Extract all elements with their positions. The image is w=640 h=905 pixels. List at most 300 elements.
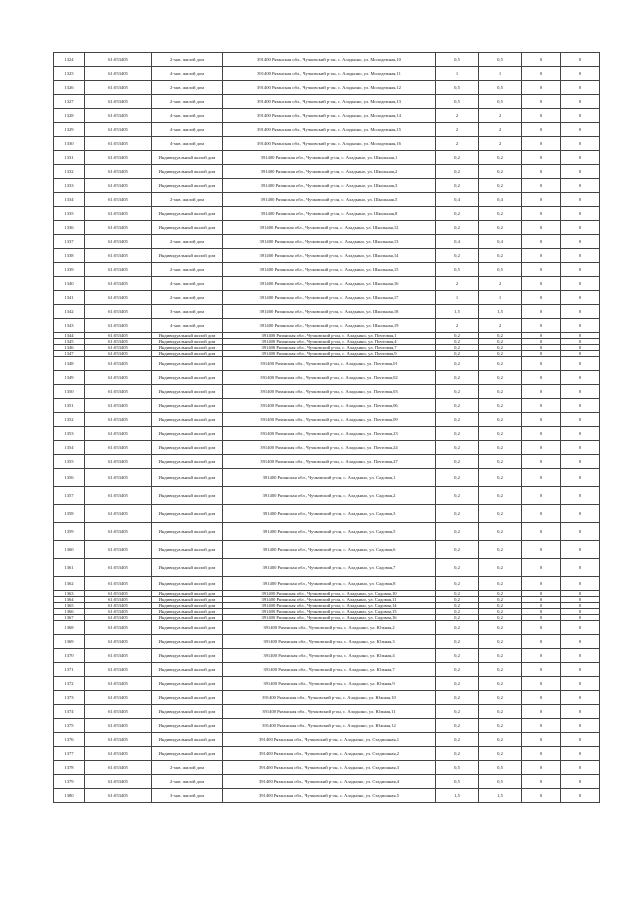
building-type-cell: Индивидуальный жилой дом: [152, 151, 223, 165]
building-type-cell: Индивидуальный жилой дом: [152, 505, 223, 523]
value-c-cell: 0: [522, 123, 561, 137]
address-cell: 391400 Рязанская обл., Чучковский р-он, с. Аладьино, ул. Молодежная,10: [223, 53, 436, 67]
cadastral-code-cell: 61:053405: [85, 249, 152, 263]
address-cell: 391400 Рязанская обл., Чучковский р-он, с. Аладьино, ул. Садовая,14: [223, 603, 436, 609]
value-a-cell: 0,2: [436, 427, 479, 441]
building-type-cell: 2-хкв. жилой дом: [152, 81, 223, 95]
address-cell: 391400 Рязанская обл., Чучковский р-он, с. Аладьино, ул. Почтовая,23: [223, 427, 436, 441]
value-d-cell: 0: [561, 263, 600, 277]
value-c-cell: 0: [522, 67, 561, 81]
cadastral-code-cell: 61:053405: [85, 179, 152, 193]
address-cell: 391400 Рязанская обл., Чучковский р-он, с. Аладьино, ул. Школьная,18: [223, 305, 436, 319]
cadastral-code-cell: 61:053405: [85, 597, 152, 603]
value-d-cell: 0: [561, 333, 600, 339]
registry-table: [53, 52, 600, 803]
row-number-cell: 1337: [54, 235, 85, 249]
address-cell: 391400 Рязанская обл., Чучковский р-он, с. Аладьино, ул. Южная,7: [223, 663, 436, 677]
value-a-cell: 0,2: [436, 221, 479, 235]
table-row: [54, 123, 600, 137]
row-number-cell: 1329: [54, 123, 85, 137]
value-c-cell: 0: [522, 249, 561, 263]
row-number-cell: 1331: [54, 151, 85, 165]
value-b-cell: 0,5: [479, 761, 522, 775]
table-row: [54, 621, 600, 635]
building-type-cell: Индивидуальный жилой дом: [152, 179, 223, 193]
table-row: [54, 677, 600, 691]
table-row: [54, 469, 600, 487]
value-d-cell: 0: [561, 427, 600, 441]
value-a-cell: 0,4: [436, 235, 479, 249]
building-type-cell: 4-хкв. жилой дом: [152, 123, 223, 137]
value-d-cell: 0: [561, 615, 600, 621]
value-c-cell: 0: [522, 179, 561, 193]
value-b-cell: 0,2: [479, 677, 522, 691]
value-a-cell: 0,2: [436, 333, 479, 339]
value-a-cell: 2: [436, 109, 479, 123]
building-type-cell: Индивидуальный жилой дом: [152, 469, 223, 487]
value-b-cell: 0,2: [479, 597, 522, 603]
value-a-cell: 1,5: [436, 789, 479, 803]
row-number-cell: 1361: [54, 559, 85, 577]
value-b-cell: 2: [479, 319, 522, 333]
value-d-cell: 0: [561, 351, 600, 357]
value-c-cell: 0: [522, 165, 561, 179]
address-cell: 391400 Рязанская обл., Чучковский р-он, с. Аладьино, ул. Школьная,17: [223, 291, 436, 305]
address-cell: 391400 Рязанская обл., Чучковский р-он, с. Аладьино, ул. Стадионная,1: [223, 733, 436, 747]
building-type-cell: Индивидуальный жилой дом: [152, 427, 223, 441]
value-d-cell: 0: [561, 677, 600, 691]
value-d-cell: 0: [561, 123, 600, 137]
row-number-cell: 1358: [54, 505, 85, 523]
address-cell: 391400 Рязанская обл., Чучковский р-он, с. Аладьино, ул. Почтовая,24: [223, 441, 436, 455]
table-row: [54, 385, 600, 399]
address-cell: 391400 Рязанская обл., Чучковский р-он, с. Аладьино, ул. Южная,12: [223, 719, 436, 733]
address-cell: 391400 Рязанская обл., Чучковский р-он, с. Аладьино, ул. Почтовая,1: [223, 333, 436, 339]
table-row: [54, 235, 600, 249]
value-c-cell: 0: [522, 559, 561, 577]
table-row: [54, 705, 600, 719]
cadastral-code-cell: 61:053405: [85, 291, 152, 305]
value-b-cell: 0,2: [479, 469, 522, 487]
value-d-cell: 0: [561, 747, 600, 761]
value-d-cell: 0: [561, 621, 600, 635]
value-c-cell: 0: [522, 591, 561, 597]
row-number-cell: 1326: [54, 81, 85, 95]
value-c-cell: 0: [522, 291, 561, 305]
value-a-cell: 0,2: [436, 371, 479, 385]
value-c-cell: 0: [522, 207, 561, 221]
building-type-cell: Индивидуальный жилой дом: [152, 635, 223, 649]
value-b-cell: 0,2: [479, 357, 522, 371]
building-type-cell: Индивидуальный жилой дом: [152, 603, 223, 609]
row-number-cell: 1351: [54, 399, 85, 413]
value-b-cell: 0,4: [479, 235, 522, 249]
building-type-cell: Индивидуальный жилой дом: [152, 385, 223, 399]
table-row: [54, 371, 600, 385]
address-cell: 391400 Рязанская обл., Чучковский р-он, с. Аладьино, ул. Школьная,12: [223, 221, 436, 235]
value-c-cell: 0: [522, 151, 561, 165]
row-number-cell: 1377: [54, 747, 85, 761]
value-b-cell: 0,2: [479, 577, 522, 591]
building-type-cell: Индивидуальный жилой дом: [152, 523, 223, 541]
value-b-cell: 0,2: [479, 345, 522, 351]
cadastral-code-cell: 61:053405: [85, 109, 152, 123]
value-b-cell: 2: [479, 109, 522, 123]
cadastral-code-cell: 61:053405: [85, 413, 152, 427]
table-row: [54, 109, 600, 123]
building-type-cell: Индивидуальный жилой дом: [152, 371, 223, 385]
table-row: [54, 277, 600, 291]
row-number-cell: 1347: [54, 351, 85, 357]
row-number-cell: 1324: [54, 53, 85, 67]
row-number-cell: 1355: [54, 455, 85, 469]
building-type-cell: 4-хкв. жилой дом: [152, 137, 223, 151]
address-cell: 391400 Рязанская обл., Чучковский р-он, с. Аладьино, ул. Почтовая,4: [223, 339, 436, 345]
value-c-cell: 0: [522, 663, 561, 677]
table-row: [54, 399, 600, 413]
row-number-cell: 1341: [54, 291, 85, 305]
value-d-cell: 0: [561, 385, 600, 399]
value-c-cell: 0: [522, 609, 561, 615]
row-number-cell: 1343: [54, 319, 85, 333]
value-b-cell: 0,2: [479, 249, 522, 263]
cadastral-code-cell: 61:053405: [85, 165, 152, 179]
table-row: [54, 207, 600, 221]
value-d-cell: 0: [561, 523, 600, 541]
value-b-cell: 1: [479, 67, 522, 81]
cadastral-code-cell: 61:053405: [85, 345, 152, 351]
table-row: [54, 263, 600, 277]
address-cell: 391400 Рязанская обл., Чучковский р-он, с. Аладьино, ул. Южная,10: [223, 691, 436, 705]
value-c-cell: 0: [522, 441, 561, 455]
value-c-cell: 0: [522, 413, 561, 427]
address-cell: 391400 Рязанская обл., Чучковский р-он, с. Аладьино, ул. Школьная,19: [223, 319, 436, 333]
value-c-cell: 0: [522, 357, 561, 371]
value-b-cell: 0,2: [479, 385, 522, 399]
value-b-cell: 0,2: [479, 609, 522, 615]
row-number-cell: 1327: [54, 95, 85, 109]
value-c-cell: 0: [522, 705, 561, 719]
value-a-cell: 0,2: [436, 505, 479, 523]
value-a-cell: 2: [436, 123, 479, 137]
value-d-cell: 0: [561, 789, 600, 803]
value-b-cell: 0,2: [479, 371, 522, 385]
row-number-cell: 1339: [54, 263, 85, 277]
value-d-cell: 0: [561, 505, 600, 523]
cadastral-code-cell: 61:053405: [85, 609, 152, 615]
table-row: [54, 789, 600, 803]
building-type-cell: Индивидуальный жилой дом: [152, 339, 223, 345]
cadastral-code-cell: 61:053405: [85, 635, 152, 649]
value-a-cell: 0,2: [436, 385, 479, 399]
value-a-cell: 0,2: [436, 249, 479, 263]
value-d-cell: 0: [561, 691, 600, 705]
row-number-cell: 1375: [54, 719, 85, 733]
value-a-cell: 0,2: [436, 719, 479, 733]
value-a-cell: 0,2: [436, 357, 479, 371]
value-c-cell: 0: [522, 345, 561, 351]
table-row: [54, 541, 600, 559]
building-type-cell: Индивидуальный жилой дом: [152, 577, 223, 591]
value-c-cell: 0: [522, 319, 561, 333]
value-d-cell: 0: [561, 109, 600, 123]
table-row: [54, 357, 600, 371]
value-b-cell: 0,2: [479, 165, 522, 179]
table-row: [54, 413, 600, 427]
cadastral-code-cell: 61:053405: [85, 319, 152, 333]
document-table-container: [53, 52, 585, 803]
cadastral-code-cell: 61:053405: [85, 541, 152, 559]
row-number-cell: 1373: [54, 691, 85, 705]
value-d-cell: 0: [561, 609, 600, 615]
address-cell: 391400 Рязанская обл., Чучковский р-он, с. Аладьино, ул. Школьная,14: [223, 249, 436, 263]
cadastral-code-cell: 61:053405: [85, 761, 152, 775]
value-a-cell: 0,2: [436, 179, 479, 193]
value-c-cell: 0: [522, 455, 561, 469]
cadastral-code-cell: 61:053405: [85, 427, 152, 441]
value-b-cell: 1,5: [479, 789, 522, 803]
row-number-cell: 1379: [54, 775, 85, 789]
value-a-cell: 0,2: [436, 523, 479, 541]
value-a-cell: 0,2: [436, 609, 479, 615]
table-row: [54, 319, 600, 333]
row-number-cell: 1371: [54, 663, 85, 677]
value-a-cell: 0,2: [436, 603, 479, 609]
row-number-cell: 1328: [54, 109, 85, 123]
value-b-cell: 0,2: [479, 649, 522, 663]
value-a-cell: 0,2: [436, 621, 479, 635]
row-number-cell: 1363: [54, 591, 85, 597]
value-c-cell: 0: [522, 193, 561, 207]
row-number-cell: 1365: [54, 603, 85, 609]
value-b-cell: 0,2: [479, 719, 522, 733]
building-type-cell: Индивидуальный жилой дом: [152, 413, 223, 427]
address-cell: 391400 Рязанская обл., Чучковский р-он, с. Аладьино, ул. Почтовая,03: [223, 385, 436, 399]
building-type-cell: 2-хкв. жилой дом: [152, 193, 223, 207]
building-type-cell: Индивидуальный жилой дом: [152, 705, 223, 719]
value-b-cell: 0,5: [479, 263, 522, 277]
address-cell: 391400 Рязанская обл., Чучковский р-он, с. Аладьино, ул. Садовая,5: [223, 523, 436, 541]
table-row: [54, 151, 600, 165]
value-c-cell: 0: [522, 109, 561, 123]
value-b-cell: 0,2: [479, 663, 522, 677]
address-cell: 391400 Рязанская обл., Чучковский р-он, с. Аладьино, ул. Почтовая,09: [223, 413, 436, 427]
address-cell: 391400 Рязанская обл., Чучковский р-он, с. Аладьино, ул. Молодежная,13: [223, 95, 436, 109]
value-d-cell: 0: [561, 577, 600, 591]
value-a-cell: 2: [436, 137, 479, 151]
cadastral-code-cell: 61:053405: [85, 339, 152, 345]
value-a-cell: 0,2: [436, 733, 479, 747]
table-row: [54, 559, 600, 577]
value-b-cell: 0,2: [479, 333, 522, 339]
address-cell: 391400 Рязанская обл., Чучковский р-он, с. Аладьино, ул. Стадионная,2: [223, 747, 436, 761]
value-b-cell: 0,5: [479, 95, 522, 109]
row-number-cell: 1360: [54, 541, 85, 559]
value-a-cell: 0,2: [436, 747, 479, 761]
table-row: [54, 455, 600, 469]
building-type-cell: Индивидуальный жилой дом: [152, 487, 223, 505]
row-number-cell: 1362: [54, 577, 85, 591]
value-a-cell: 0,2: [436, 487, 479, 505]
address-cell: 391400 Рязанская обл., Чучковский р-он, с. Аладьино, ул. Почтовая,7: [223, 345, 436, 351]
value-d-cell: 0: [561, 719, 600, 733]
value-d-cell: 0: [561, 603, 600, 609]
value-b-cell: 0,2: [479, 151, 522, 165]
value-c-cell: 0: [522, 649, 561, 663]
value-b-cell: 0,2: [479, 413, 522, 427]
table-row: [54, 67, 600, 81]
building-type-cell: Индивидуальный жилой дом: [152, 747, 223, 761]
value-b-cell: 2: [479, 137, 522, 151]
value-d-cell: 0: [561, 591, 600, 597]
table-row: [54, 505, 600, 523]
table-row: [54, 249, 600, 263]
value-a-cell: 0,2: [436, 165, 479, 179]
value-a-cell: 0,2: [436, 455, 479, 469]
value-c-cell: 0: [522, 761, 561, 775]
building-type-cell: Индивидуальный жилой дом: [152, 357, 223, 371]
address-cell: 391400 Рязанская обл., Чучковский р-он, с. Аладьино, ул. Садовая,15: [223, 609, 436, 615]
building-type-cell: Индивидуальный жилой дом: [152, 541, 223, 559]
value-d-cell: 0: [561, 357, 600, 371]
value-d-cell: 0: [561, 705, 600, 719]
building-type-cell: Индивидуальный жилой дом: [152, 663, 223, 677]
table-row: [54, 577, 600, 591]
table-row: [54, 635, 600, 649]
cadastral-code-cell: 61:053405: [85, 505, 152, 523]
value-b-cell: 0,2: [479, 221, 522, 235]
address-cell: 391400 Рязанская обл., Чучковский р-он, с. Аладьино, ул. Южная,4: [223, 649, 436, 663]
row-number-cell: 1342: [54, 305, 85, 319]
address-cell: 391400 Рязанская обл., Чучковский р-он, с. Аладьино, ул. Стадионная,4: [223, 775, 436, 789]
value-b-cell: 0,2: [479, 541, 522, 559]
row-number-cell: 1332: [54, 165, 85, 179]
row-number-cell: 1353: [54, 427, 85, 441]
value-b-cell: 0,2: [479, 635, 522, 649]
value-d-cell: 0: [561, 291, 600, 305]
cadastral-code-cell: 61:053405: [85, 123, 152, 137]
value-d-cell: 0: [561, 635, 600, 649]
row-number-cell: 1369: [54, 635, 85, 649]
address-cell: 391400 Рязанская обл., Чучковский р-он, с. Аладьино, ул. Молодежная,15: [223, 123, 436, 137]
row-number-cell: 1330: [54, 137, 85, 151]
building-type-cell: Индивидуальный жилой дом: [152, 455, 223, 469]
row-number-cell: 1334: [54, 193, 85, 207]
value-b-cell: 0,2: [479, 615, 522, 621]
address-cell: 391400 Рязанская обл., Чучковский р-он, с. Аладьино, ул. Южная,9: [223, 677, 436, 691]
value-b-cell: 2: [479, 277, 522, 291]
value-c-cell: 0: [522, 505, 561, 523]
building-type-cell: Индивидуальный жилой дом: [152, 597, 223, 603]
value-b-cell: 0,2: [479, 487, 522, 505]
value-c-cell: 0: [522, 339, 561, 345]
building-type-cell: Индивидуальный жилой дом: [152, 649, 223, 663]
building-type-cell: 3-хкв. жилой дом: [152, 305, 223, 319]
value-b-cell: 0,2: [479, 207, 522, 221]
value-d-cell: 0: [561, 53, 600, 67]
value-a-cell: 0,2: [436, 351, 479, 357]
value-a-cell: 0,4: [436, 193, 479, 207]
value-a-cell: 0,2: [436, 441, 479, 455]
cadastral-code-cell: 61:053405: [85, 441, 152, 455]
building-type-cell: Индивидуальный жилой дом: [152, 333, 223, 339]
table-row: [54, 193, 600, 207]
address-cell: 391400 Рязанская обл., Чучковский р-он, с. Аладьино, ул. Садовая,16: [223, 615, 436, 621]
value-c-cell: 0: [522, 305, 561, 319]
table-row: [54, 137, 600, 151]
value-c-cell: 0: [522, 385, 561, 399]
building-type-cell: Индивидуальный жилой дом: [152, 591, 223, 597]
value-b-cell: 0,5: [479, 81, 522, 95]
value-a-cell: 0,2: [436, 663, 479, 677]
address-cell: 391400 Рязанская обл., Чучковский р-он, с. Аладьино, ул. Молодежная,11: [223, 67, 436, 81]
value-a-cell: 0,2: [436, 559, 479, 577]
value-d-cell: 0: [561, 249, 600, 263]
value-c-cell: 0: [522, 577, 561, 591]
row-number-cell: 1364: [54, 597, 85, 603]
cadastral-code-cell: 61:053405: [85, 523, 152, 541]
building-type-cell: Индивидуальный жилой дом: [152, 221, 223, 235]
value-c-cell: 0: [522, 747, 561, 761]
value-c-cell: 0: [522, 691, 561, 705]
value-d-cell: 0: [561, 95, 600, 109]
value-a-cell: 0,2: [436, 207, 479, 221]
value-d-cell: 0: [561, 761, 600, 775]
value-d-cell: 0: [561, 487, 600, 505]
value-d-cell: 0: [561, 151, 600, 165]
cadastral-code-cell: 61:053405: [85, 385, 152, 399]
value-a-cell: 0,2: [436, 577, 479, 591]
value-c-cell: 0: [522, 733, 561, 747]
building-type-cell: 4-хкв. жилой дом: [152, 277, 223, 291]
building-type-cell: Индивидуальный жилой дом: [152, 441, 223, 455]
value-b-cell: 0,2: [479, 523, 522, 541]
value-d-cell: 0: [561, 339, 600, 345]
row-number-cell: 1357: [54, 487, 85, 505]
value-d-cell: 0: [561, 235, 600, 249]
value-d-cell: 0: [561, 137, 600, 151]
cadastral-code-cell: 61:053405: [85, 705, 152, 719]
value-a-cell: 0,5: [436, 761, 479, 775]
value-c-cell: 0: [522, 603, 561, 609]
cadastral-code-cell: 61:053405: [85, 615, 152, 621]
building-type-cell: 2-хкв. жилой дом: [152, 95, 223, 109]
value-a-cell: 2: [436, 319, 479, 333]
table-row: [54, 747, 600, 761]
address-cell: 391400 Рязанская обл., Чучковский р-он, с. Аладьино, ул. Молодежная,16: [223, 137, 436, 151]
table-row: [54, 221, 600, 235]
value-d-cell: 0: [561, 345, 600, 351]
row-number-cell: 1359: [54, 523, 85, 541]
cadastral-code-cell: 61:053405: [85, 53, 152, 67]
row-number-cell: 1338: [54, 249, 85, 263]
row-number-cell: 1340: [54, 277, 85, 291]
value-b-cell: 0,2: [479, 179, 522, 193]
row-number-cell: 1336: [54, 221, 85, 235]
value-b-cell: 2: [479, 123, 522, 137]
value-d-cell: 0: [561, 733, 600, 747]
value-c-cell: 0: [522, 789, 561, 803]
value-b-cell: 0,2: [479, 399, 522, 413]
value-a-cell: 0,5: [436, 95, 479, 109]
address-cell: 391400 Рязанская обл., Чучковский р-он, с. Аладьино, ул. Молодежная,12: [223, 81, 436, 95]
row-number-cell: 1367: [54, 615, 85, 621]
address-cell: 391400 Рязанская обл., Чучковский р-он, с. Аладьино, ул. Садовая,8: [223, 577, 436, 591]
address-cell: 391400 Рязанская обл., Чучковский р-он, с. Аладьино, ул. Школьная,16: [223, 277, 436, 291]
value-b-cell: 0,2: [479, 591, 522, 597]
address-cell: 391400 Рязанская обл., Чучковский р-он, с. Аладьино, ул. Школьная,13: [223, 235, 436, 249]
row-number-cell: 1348: [54, 357, 85, 371]
